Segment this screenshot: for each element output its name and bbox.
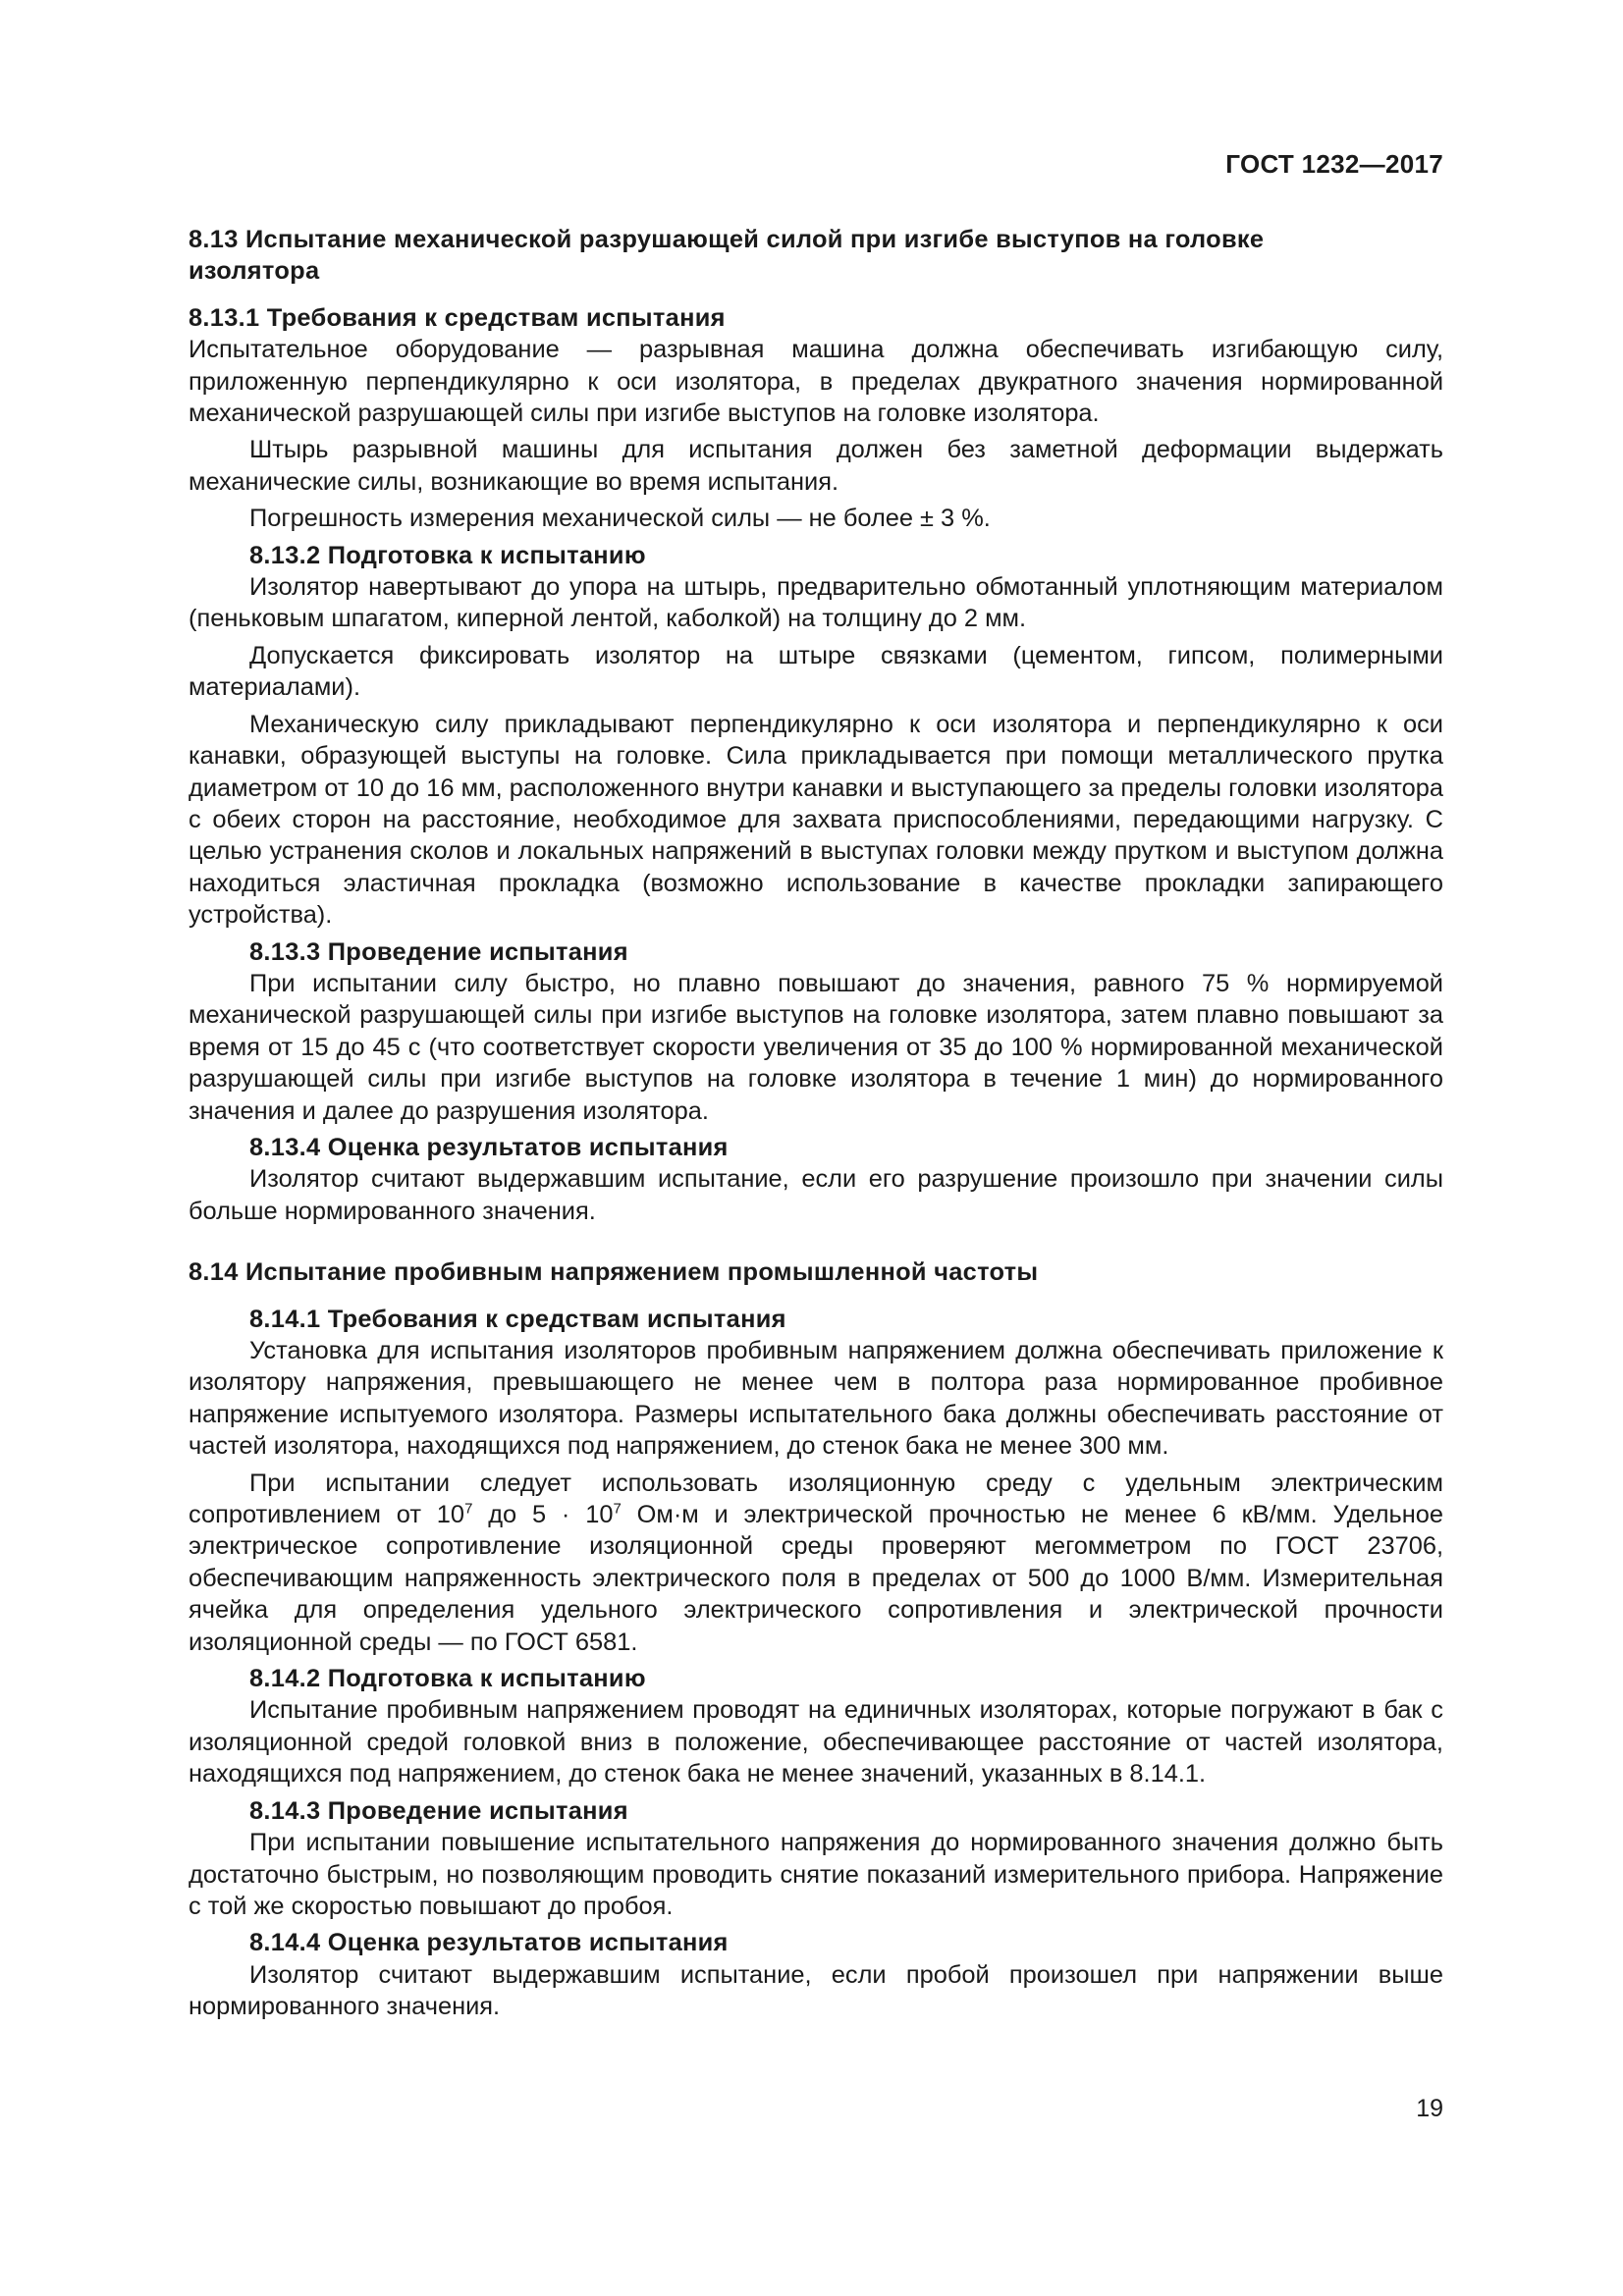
subsection-8-13-2-title: 8.13.2 Подготовка к испытанию	[249, 541, 646, 569]
paragraph: Испытательное оборудование — разрывная машина должна обеспечивать изгибающую силу, приложенную перпендикулярно к оси изолятора, в пределах двукратного значения нормированной механической разрушающей силы при изгибе выступов на головке изолятора.	[189, 336, 1443, 428]
paragraph: Изолятор считают выдержавшим испытание, если его разрушение произошло при значении силы больше нормированного значения.	[189, 1165, 1443, 1225]
page-number: 19	[1416, 2095, 1443, 2122]
page-content	[189, 224, 1443, 2023]
subsection-8-13-1-title: 8.13.1 Требования к средствам испытания	[189, 303, 726, 332]
text-run: При испытании следует использовать изоляционную среду с удельным электрическим сопротивлением от 10	[189, 1468, 1443, 1529]
subsection-8-13-3-title: 8.13.3 Проведение испытания	[249, 937, 628, 966]
paragraph: Допускается фиксировать изолятор на штыре связками (цементом, гипсом, полимерными материалами).	[189, 641, 1443, 702]
paragraph-with-exponents	[189, 1468, 1443, 1658]
paragraph: Испытание пробивным напряжением проводят на единичных изоляторах, которые погружают в бак с изоляционной средой головкой вниз в положение, обеспечивающее расстояние от частей изолятора, находящихся под напряжением, до стенок бака не менее значений, указанных в 8.14.1.	[189, 1696, 1443, 1789]
section-8-14-title: 8.14 Испытание пробивным напряжением промышленной частоты	[189, 1258, 1039, 1287]
paragraph: При испытании повышение испытательного напряжения до нормированного значения должно быть достаточно быстрым, но позволяющим проводить снятие показаний измерительного прибора. Напряжение с той же скоростью повышают до пробоя.	[189, 1829, 1443, 1920]
subsection-8-14-1-title: 8.14.1 Требования к средствам испытания	[249, 1305, 786, 1333]
paragraph: Механическую силу прикладывают перпендикулярно к оси изолятора и перпендикулярно к оси канавки, образующей выступы на головке. Сила прикладывается при помощи металлического прутка диаметром от 10 до 16 мм, расположенного внутри канавки и выступающего за пределы головки изолятора с обеих сторон на расстояние, необходимое для захвата приспособлениями, передающими нагрузку. С целью устранения сколов и локальных напряжений в выступах головки между прутком и выступом должна находиться эластичная прокладка (возможно использование в качестве прокладки запирающего устройства).	[189, 710, 1443, 930]
text-run: до 5 · 10	[472, 1501, 614, 1529]
paragraph: Погрешность измерения механической силы — не более ± 3 %.	[249, 505, 991, 533]
paragraph: Установка для испытания изоляторов пробивным напряжением должна обеспечивать приложение к изолятору напряжения, превышающего не менее чем в полтора раза нормированное пробивное напряжение испытуемого изолятора. Размеры испытательного бака должны обеспечивать расстояние от частей изолятора, находящихся под напряжением, до стенок бака не менее 300 мм.	[189, 1337, 1443, 1461]
paragraph: Изолятор считают выдержавшим испытание, если пробой произошел при напряжении выше нормированного значения.	[189, 1960, 1443, 2021]
paragraph: Штырь разрывной машины для испытания должен без заметной деформации выдержать механические силы, возникающие во время испытания.	[189, 436, 1443, 496]
exponent: 7	[613, 1500, 622, 1518]
subsection-8-14-3-title: 8.14.3 Проведение испытания	[249, 1796, 628, 1825]
subsection-8-14-2-title: 8.14.2 Подготовка к испытанию	[249, 1665, 646, 1693]
document-code: ГОСТ 1232—2017	[1225, 149, 1443, 179]
paragraph: При испытании силу быстро, но плавно повышают до значения, равного 75 % нормируемой механической разрушающей силы при изгибе выступов на головке изолятора, затем плавно повышают за время от 15 до 45 с (что соответствует скорости увеличения от 35 до 100 % нормированной механической разрушающей силы при изгибе выступов на головке изолятора в течение 1 мин) до нормированного значения и далее до разрушения изолятора.	[189, 969, 1443, 1125]
subsection-8-13-4-title: 8.13.4 Оценка результатов испытания	[249, 1133, 729, 1161]
paragraph: Изолятор навертывают до упора на штырь, предварительно обмотанный уплотняющим материалом (пеньковым шпагатом, киперной лентой, каболкой) на толщину до 2 мм.	[189, 573, 1443, 633]
subsection-8-14-4-title: 8.14.4 Оценка результатов испытания	[249, 1929, 729, 1957]
section-8-13-title: 8.13 Испытание механической разрушающей силой при изгибе выступов на головке изолятора	[189, 226, 1265, 286]
text-run: Ом·м и электрической прочностью не менее 6 кВ/мм. Удельное электрическое сопротивление изоляционной среды проверяют мегомметром по ГОСТ 23706, обеспечивающим напряженность электрического поля в пределах от 500 до 1000 В/мм. Измерительная ячейка для определения удельного электрического сопротивления и электрической прочности изоляционной среды — по ГОСТ 6581.	[189, 1501, 1444, 1656]
exponent: 7	[464, 1500, 473, 1518]
